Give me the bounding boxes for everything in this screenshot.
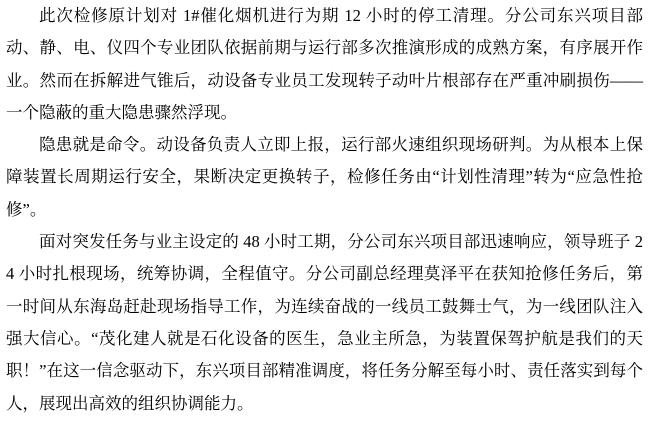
paragraph-response-coordination: 面对突发任务与业主设定的 48 小时工期，分公司东兴项目部迅速响应，领导班子 24 小时扎根现场，统筹协调，全程值守。分公司副总经理莫泽平在获知抢修任务后，第一时间从东海岛赶赴现场指导工作，为连续奋战的一线员工鼓舞士气，为一线团队注入强大信心。“茂化建人就是石化设备的医生，急业主所急，为装置保驾护航是我们的天职！”在这一信念驱动下，东兴项目部精准调度，将任务分解至每小时、责任落实到每个人，展现出高效的组织协调能力。 bbox=[6, 232, 643, 413]
paragraph-overhaul-plan: 此次检修原计划对 1#催化烟机进行为期 12 小时的停工清理。分公司东兴项目部动、静、电、仪四个专业团队依据前期与运行部多次推演形成的成熟方案，有序展开作业。然而在拆解进气锥后，动设备专业员工发现转子动叶片根部存在严重冲刷损伤——一个隐蔽的重大隐患骤然浮现。 bbox=[6, 6, 643, 122]
paragraph-emergency-decision: 隐患就是命令。动设备负责人立即上报，运行部火速组织现场研判。为从根本上保障装置长周期运行安全，果断决定更换转子，检修任务由“计划性清理”转为“应急性抢修”。 bbox=[6, 135, 643, 219]
